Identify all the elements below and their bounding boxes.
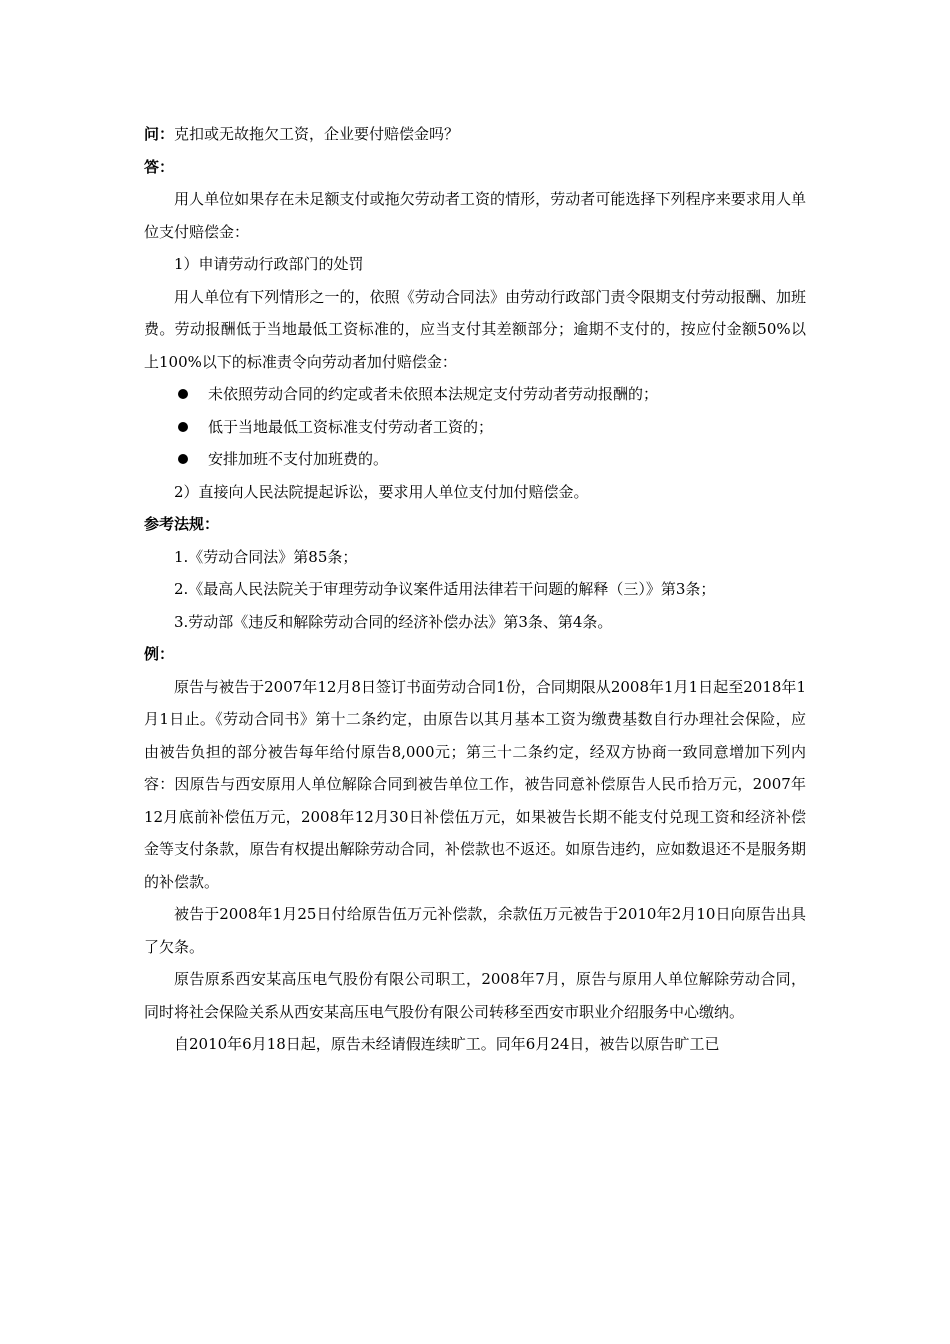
- example-paragraph: 原告原系西安某高压电气股份有限公司职工，2008年7月，原告与原用人单位解除劳动合同，同时将社会保险关系从西安某高压电气股份有限公司转移至西安市职业介绍服务中心缴纳。: [144, 970, 806, 1021]
- example-label: 例：: [144, 645, 175, 663]
- answer-item-1-body: 用人单位有下列情形之一的，依照《劳动合同法》由劳动行政部门责令限期支付劳动报酬、加班费。劳动报酬低于当地最低工资标准的，应当支付其差额部分；逾期不支付的，按应付金额50%以上100%以下的标准责令向劳动者加付赔偿金：: [144, 287, 806, 371]
- question-line: [144, 118, 806, 151]
- bullet-text: 安排加班不支付加班费的。: [208, 450, 389, 468]
- document-body: [144, 118, 806, 1061]
- reference-item: 1.《劳动合同法》第85条；: [174, 547, 358, 566]
- answer-intro: 用人单位如果存在未足额支付或拖欠劳动者工资的情形，劳动者可能选择下列程序来要求用人单位支付赔偿金：: [144, 190, 806, 241]
- example-paragraph: 原告与被告于2007年12月8日签订书面劳动合同1份，合同期限从2008年1月1日起至2018年1月1日止。《劳动合同书》第十二条约定，由原告以其月基本工资为缴费基数自行办理社会保险，应由被告负担的部分被告每年给付原告8,000元；第三十二条约定，经双方协商一致同意增加下列内容：因原告与西安原用人单位解除合同到被告单位工作，被告同意补偿原告人民币拾万元，2007年12月底前补偿伍万元，2008年12月30日补偿伍万元，如果被告长期不能支付兑现工资和经济补偿金等支付条款，原告有权提出解除劳动合同，补偿款也不返还。如原告违约，应如数退还不是服务期的补偿款。: [144, 677, 806, 891]
- example-paragraph: 自2010年6月18日起，原告未经请假连续旷工。同年6月24日，被告以原告旷工已: [174, 1035, 720, 1053]
- references-label: 参考法规：: [144, 515, 220, 533]
- question-label: 问：: [144, 125, 175, 143]
- bullet-dot-icon: [178, 389, 188, 399]
- example-paragraph: 被告于2008年1月25日付给原告伍万元补偿款，余款伍万元被告于2010年2月10日向原告出具了欠条。: [144, 905, 806, 956]
- bullet-item: [144, 378, 806, 411]
- bullet-item: [144, 443, 806, 476]
- bullet-dot-icon: [178, 422, 188, 432]
- bullet-item: [144, 411, 806, 444]
- answer-item-2: 2）直接向人民法院提起诉讼，要求用人单位支付加付赔偿金。: [174, 482, 589, 501]
- answer-item-1: 1）申请劳动行政部门的处罚: [174, 255, 364, 273]
- reference-item: 3.劳动部《违反和解除劳动合同的经济补偿办法》第3条、第4条。: [174, 612, 613, 631]
- bullet-text: 低于当地最低工资标准支付劳动者工资的；: [208, 417, 494, 436]
- answer-label: 答：: [144, 157, 175, 176]
- question-text: 克扣或无故拖欠工资，企业要付赔偿金吗？: [174, 125, 460, 143]
- bullet-text: 未依照劳动合同的约定或者未依照本法规定支付劳动者劳动报酬的；: [208, 385, 659, 403]
- bullet-dot-icon: [178, 454, 188, 464]
- reference-item: 2.《最高人民法院关于审理劳动争议案件适用法律若干问题的解释（三）》第3条；: [174, 580, 716, 598]
